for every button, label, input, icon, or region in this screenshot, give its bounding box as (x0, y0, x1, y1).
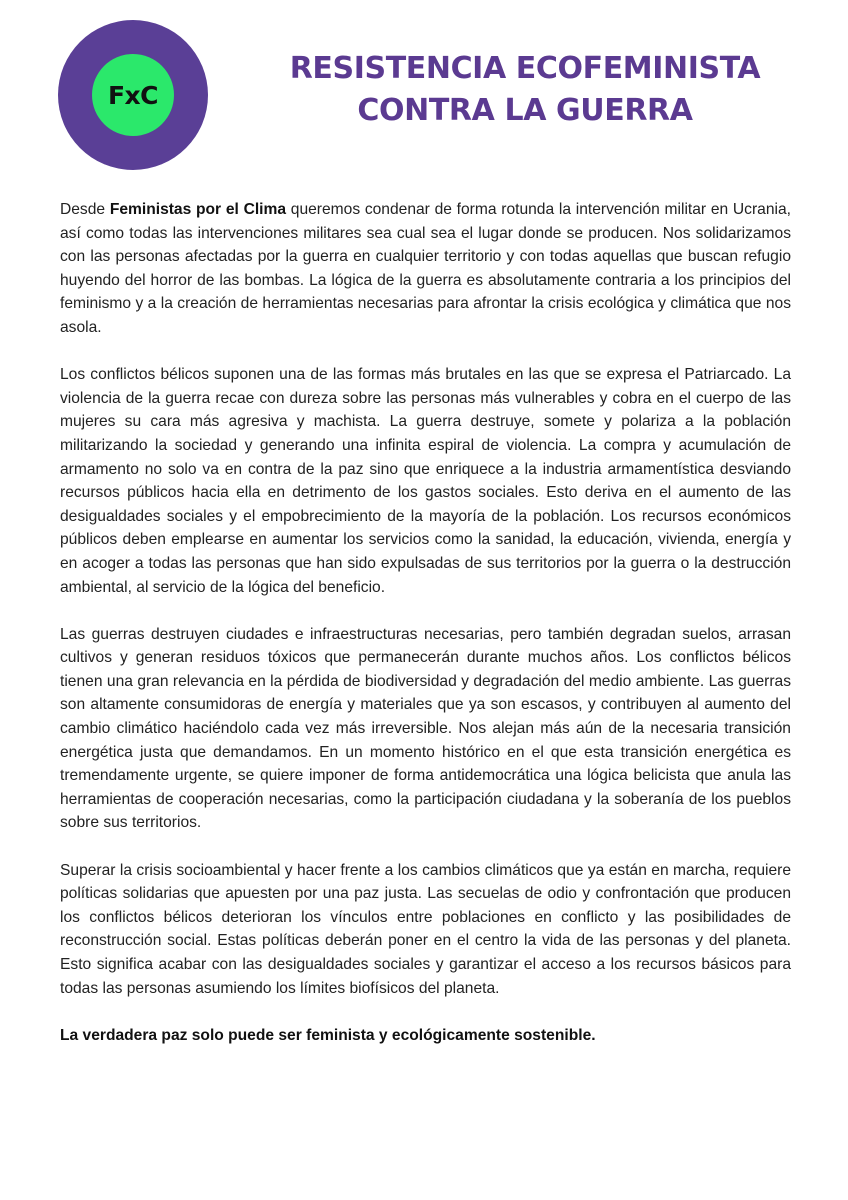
paragraph-1-rest: queremos condenar de forma rotunda la intervención militar en Ucrania, así como todas las intervenciones militares sea cual sea el lugar donde se producen. Nos solidarizamos con las personas afectadas por la guerra en cualquier territorio y con todas aquellas que buscan refugio huyendo del horror de las bombas. La lógica de la guerra es absolutamente contraria a los principios del feminismo y a la creación de herramientas necesarias para afrontar la crisis ecológica y climática que nos asola. (60, 201, 791, 336)
fxc-logo (58, 20, 208, 170)
paragraph-1 (60, 198, 791, 340)
paragraph-3: Las guerras destruyen ciudades e infraestructuras necesarias, pero también degradan suelos, arrasan cultivos y generan residuos tóxicos que permanecerán durante muchos años. Los conflictos bélicos tienen una gran relevancia en la pérdida de biodiversidad y degradación del medio ambiente. Las guerras son altamente consumidoras de energía y materiales que ya son escasos, y contribuyen al aumento del cambio climático haciéndolo cada vez más irreversible. Nos alejan más aún de la necesaria transición energética justa que demandamos. En un momento histórico en el que esta transición energética es tremendamente urgente, se quiere imponer de forma antidemocrática una lógica belicista que anula las herramientas de cooperación necesarias, como la participación ciudadana y la soberanía de los pueblos sobre sus territorios. (60, 625, 791, 832)
paragraph-4: Superar la crisis socioambiental y hacer frente a los cambios climáticos que ya están en marcha, requiere políticas solidarias que apuesten por una paz justa. Las secuelas de odio y confrontación que producen los conflictos bélicos deterioran los vínculos entre poblaciones en conflicto y las posibilidades de reconstrucción social. Estas políticas deberán poner en el centro la vida de las personas y del planeta. Esto significa acabar con las desigualdades sociales y garantizar el acceso a los recursos básicos para todas las personas asumiendo los límites biofísicos del planeta. (60, 861, 791, 997)
title-line-2: CONTRA LA GUERRA (357, 93, 693, 128)
closing-statement: La verdadera paz solo puede ser feminista y ecológicamente sostenible. (60, 1026, 596, 1044)
paragraph-2: Los conflictos bélicos suponen una de las formas más brutales en las que se expresa el Patriarcado. La violencia de la guerra recae con dureza sobre las personas más vulnerables y cobra en el cuerpo de las mujeres su cara más agresiva y machista. La guerra destruye, somete y polariza a la población militarizando la sociedad y generando una infinita espiral de violencia. La compra y acumulación de armamento no solo va en contra de la paz sino que enriquece a la industria armamentística desviando recursos públicos hacia ella en detrimento de los gastos sociales. Esto deriva en el aumento de las desigualdades sociales y el empobrecimiento de la mayoría de la población. Los recursos económicos públicos deben emplearse en aumentar los servicios como la sanidad, la educación, vivienda, energía y en acoger a todas las personas que han sido expulsadas de sus territorios por la guerra o la destrucción ambiental, al servicio de la lógica del beneficio. (60, 366, 791, 596)
logo-text: FxC (107, 80, 159, 110)
fxc-logo-inner (92, 54, 174, 136)
organization-name: Feministas por el Clima (109, 201, 287, 218)
paragraph-1-lead: Desde (60, 201, 110, 218)
title-line-1: RESISTENCIA ECOFEMINISTA (289, 51, 761, 86)
statement-body (60, 198, 791, 1071)
page-title (250, 48, 800, 132)
